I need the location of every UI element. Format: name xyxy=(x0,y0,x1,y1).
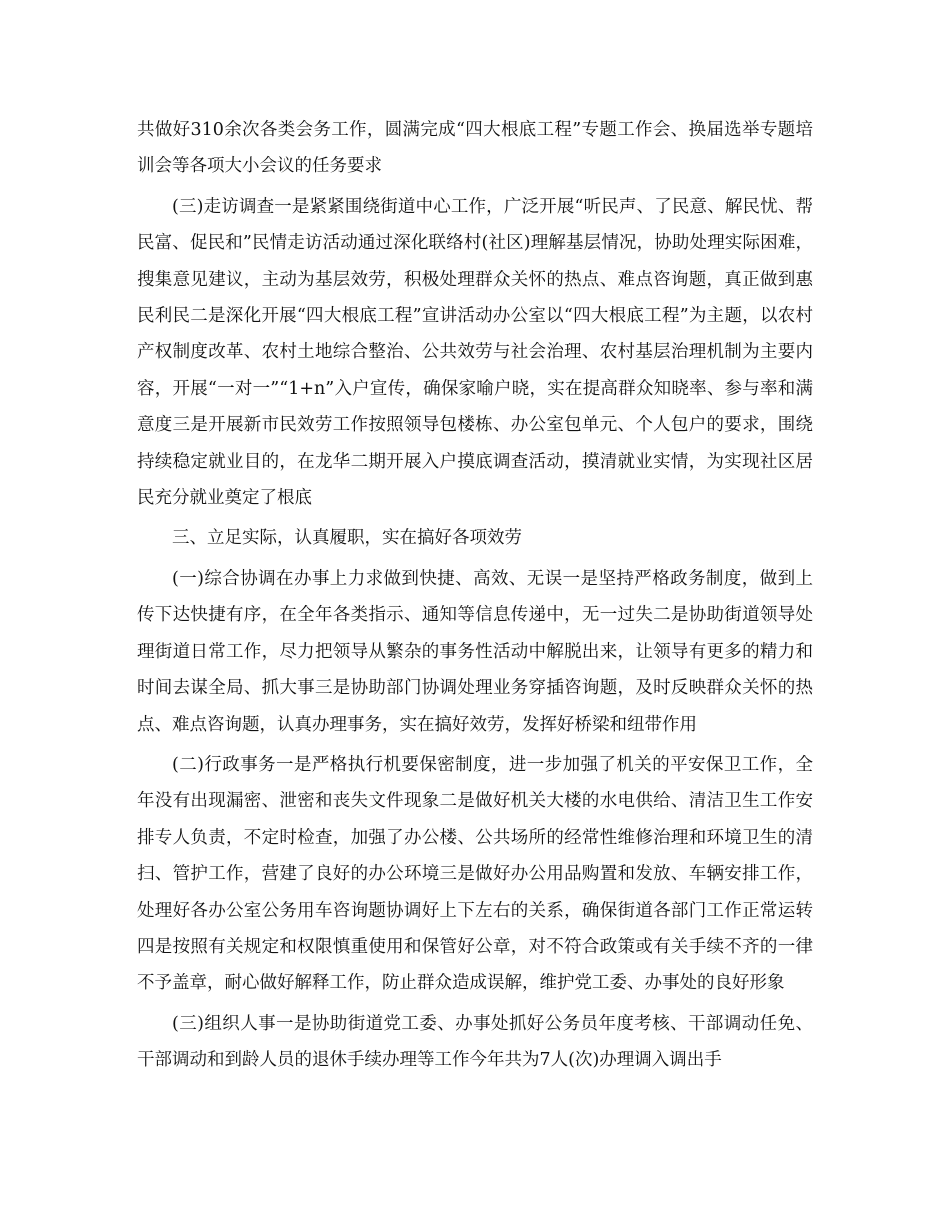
paragraph-continuation: 共做好310余次各类会务工作，圆满完成“四大根底工程”专题工作会、换届选举专题培训会等各项大小会议的任务要求 xyxy=(137,120,813,177)
paragraph-personnel: (三)组织人事一是协助街道党工委、办事处抓好公务员年度考核、干部调动任免、干部调动和到龄人员的退休手续办理等工作今年共为7人(次)办理调入调出手 xyxy=(137,1013,813,1071)
section-heading-three: 三、立足实际，认真履职，实在搞好各项效劳 xyxy=(172,528,522,549)
paragraph-coordination: (一)综合协调在办事上力求做到快捷、高效、无误一是坚持严格政务制度，做到上传下达快捷有序，在全年各类指示、通知等信息传递中，无一过失二是协助街道领导处理街道日常工作，尽力把领导从繁杂的事务性活动中解脱出来，让领导有更多的精力和时间去谋全局、抓大事三是协助部门协调处理业务穿插咨询题，及时反映群众关怀的热点、难点咨询题，认真办理事务，实在搞好效劳，发挥好桥梁和纽带作用 xyxy=(137,568,813,735)
document-body xyxy=(137,112,813,1079)
paragraph-visit-survey: (三)走访调查一是紧紧围绕街道中心工作，广泛开展“听民声、了民意、解民忧、帮民富、促民和”民情走访活动通过深化联络村(社区)理解基层情况，协助处理实际困难，搜集意见建议，主动为基层效劳，积极处理群众关怀的热点、难点咨询题，真正做到惠民利民二是深化开展“四大根底工程”宣讲活动办公室以“四大根底工程”为主题，以农村产权制度改革、农村土地综合整治、公共效劳与社会治理、农村基层治理机制为主要内容，开展“一对一”“1+n”入户宣传，确保家喻户晓，实在提高群众知晓率、参与率和满意度三是开展新市民效劳工作按照领导包楼栋、办公室包单元、个人包户的要求，围绕持续稳定就业目的，在龙华二期开展入户摸底调查活动，摸清就业实情，为实现社区居民充分就业奠定了根底 xyxy=(137,196,813,509)
paragraph-admin-affairs: (二)行政事务一是严格执行机要保密制度，进一步加强了机关的平安保卫工作，全年没有出现漏密、泄密和丧失文件现象二是做好机关大楼的水电供给、清洁卫生工作安排专人负责，不定时检查，加强了办公楼、公共场所的经常性维修治理和环境卫生的清扫、管护工作，营建了良好的办公环境三是做好办公用品购置和发放、车辆安排工作，处理好各办公室公务用车咨询题协调好上下左右的关系，确保街道各部门工作正常运转四是按照有关规定和权限慎重使用和保管好公章，对不符合政策或有关手续不齐的一律不予盖章，耐心做好解释工作，防止群众造成误解，维护党工委、办事处的良好形象 xyxy=(137,754,813,994)
